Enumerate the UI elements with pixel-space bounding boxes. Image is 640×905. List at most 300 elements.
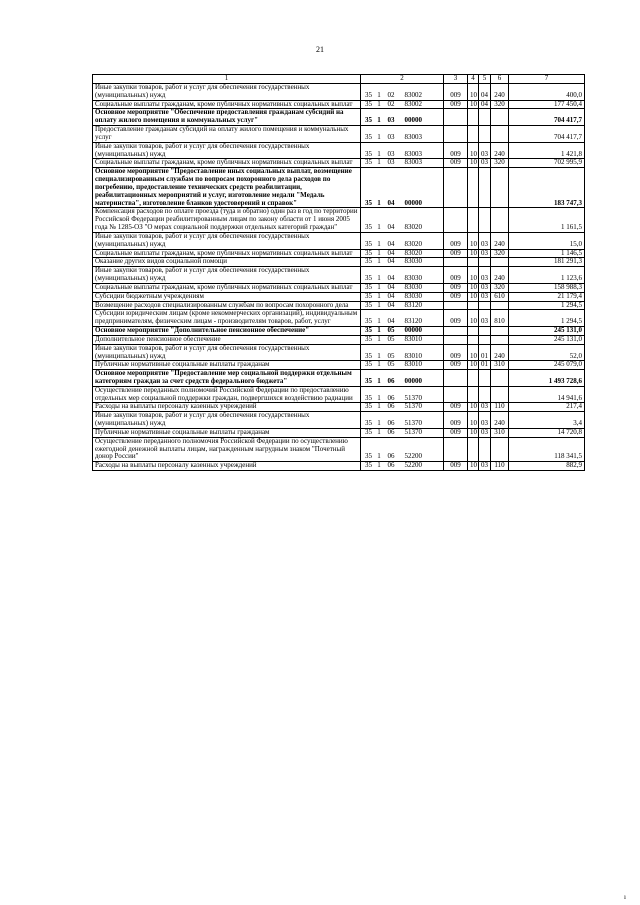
row-col-3: 009 bbox=[444, 361, 468, 370]
row-amount: 702 995,9 bbox=[509, 159, 585, 168]
row-col-6: 310 bbox=[491, 428, 509, 437]
row-col-3 bbox=[444, 109, 468, 126]
row-name: Возмещение расходов специализированным службам по вопросам похоронного дела bbox=[93, 301, 361, 310]
row-amount: 1 146,5 bbox=[509, 249, 585, 258]
table-row bbox=[93, 412, 585, 429]
code-subprogram: 1 bbox=[377, 452, 381, 461]
row-col-6 bbox=[491, 258, 509, 267]
row-amount: 15,0 bbox=[509, 232, 585, 249]
row-col-5 bbox=[479, 437, 491, 461]
code-subprogram: 1 bbox=[377, 116, 381, 125]
row-amount: 14 720,8 bbox=[509, 428, 585, 437]
code-program: 35 bbox=[365, 291, 372, 300]
row-col-6 bbox=[491, 370, 509, 387]
table-row bbox=[93, 437, 585, 461]
budget-table bbox=[92, 74, 585, 471]
row-col-5: 03 bbox=[479, 462, 491, 471]
row-target-code bbox=[361, 109, 444, 126]
code-program: 35 bbox=[365, 158, 372, 167]
row-name: Иные закупки товаров, работ и услуг для обеспечения государственных (муниципальных) нужд bbox=[93, 267, 361, 284]
row-amount: 183 747,3 bbox=[509, 168, 585, 208]
row-amount: 1 294,5 bbox=[509, 310, 585, 327]
code-program: 35 bbox=[365, 317, 372, 326]
code-direction: 83120 bbox=[404, 317, 422, 326]
row-col-3 bbox=[444, 370, 468, 387]
table-row bbox=[93, 462, 585, 471]
code-direction: 52200 bbox=[404, 461, 422, 470]
row-target-code bbox=[361, 208, 444, 232]
row-amount: 158 988,3 bbox=[509, 283, 585, 292]
code-measure: 02 bbox=[387, 99, 395, 108]
code-direction: 51370 bbox=[404, 402, 422, 411]
code-direction: 83020 bbox=[404, 248, 422, 257]
row-name: Основное мероприятие "Предоставление мер социальной поддержки отдельным категориям граждан за счет средств федерального бюджета" bbox=[93, 370, 361, 387]
code-measure: 04 bbox=[387, 198, 395, 207]
row-col-3: 009 bbox=[444, 100, 468, 109]
row-name: Иные закупки товаров, работ и услуг для обеспечения государственных (муниципальных) нужд bbox=[93, 344, 361, 361]
row-col-5: 03 bbox=[479, 142, 491, 159]
row-col-6: 320 bbox=[491, 159, 509, 168]
code-direction: 52200 bbox=[404, 452, 422, 461]
code-direction: 83030 bbox=[404, 291, 422, 300]
row-col-6: 240 bbox=[491, 84, 509, 101]
code-direction: 83020 bbox=[404, 239, 422, 248]
row-target-code bbox=[361, 403, 444, 412]
code-subprogram: 1 bbox=[377, 393, 381, 402]
row-col-3: 009 bbox=[444, 159, 468, 168]
code-direction: 83030 bbox=[404, 257, 422, 266]
table-row bbox=[93, 344, 585, 361]
row-col-3 bbox=[444, 301, 468, 310]
row-amount: 882,9 bbox=[509, 462, 585, 471]
row-target-code bbox=[361, 267, 444, 284]
row-col-6 bbox=[491, 301, 509, 310]
code-subprogram: 1 bbox=[377, 248, 381, 257]
code-direction: 83010 bbox=[404, 334, 422, 343]
row-target-code bbox=[361, 142, 444, 159]
code-measure: 05 bbox=[387, 334, 395, 343]
table-row bbox=[93, 310, 585, 327]
code-subprogram: 1 bbox=[377, 291, 381, 300]
row-name: Осуществление переданных полномочий Российской Федерации по предоставлению отдельных мер социальной поддержки граждан, подвергшихся воздействию радиации bbox=[93, 386, 361, 403]
code-program: 35 bbox=[365, 257, 372, 266]
row-col-6 bbox=[491, 208, 509, 232]
code-measure: 04 bbox=[387, 317, 395, 326]
code-measure: 05 bbox=[387, 360, 395, 369]
row-amount: 1 421,8 bbox=[509, 142, 585, 159]
code-program: 35 bbox=[365, 99, 372, 108]
row-col-5: 04 bbox=[479, 100, 491, 109]
row-col-5: 03 bbox=[479, 428, 491, 437]
row-col-6 bbox=[491, 386, 509, 403]
row-name: Социальные выплаты гражданам, кроме публичных нормативных социальных выплат bbox=[93, 100, 361, 109]
row-amount: 704 417,7 bbox=[509, 109, 585, 126]
row-col-3: 009 bbox=[444, 310, 468, 327]
row-target-code bbox=[361, 327, 444, 336]
code-subprogram: 1 bbox=[377, 149, 381, 158]
row-col-6: 320 bbox=[491, 283, 509, 292]
code-subprogram: 1 bbox=[377, 257, 381, 266]
row-col-5 bbox=[479, 208, 491, 232]
row-name: Предоставление гражданам субсидий на оплату жилого помещения и коммунальных услуг bbox=[93, 126, 361, 143]
code-direction: 00000 bbox=[404, 198, 422, 207]
row-col-5: 03 bbox=[479, 267, 491, 284]
row-target-code bbox=[361, 428, 444, 437]
code-subprogram: 1 bbox=[377, 461, 381, 470]
row-col-6 bbox=[491, 335, 509, 344]
row-target-code bbox=[361, 283, 444, 292]
code-measure: 06 bbox=[387, 419, 395, 428]
row-col-6: 110 bbox=[491, 462, 509, 471]
row-col-5: 01 bbox=[479, 361, 491, 370]
code-program: 35 bbox=[365, 461, 372, 470]
code-measure: 05 bbox=[387, 351, 395, 360]
row-target-code bbox=[361, 310, 444, 327]
row-name: Оказание других видов социальной помощи bbox=[93, 258, 361, 267]
code-measure: 06 bbox=[387, 461, 395, 470]
row-amount: 118 341,5 bbox=[509, 437, 585, 461]
row-target-code bbox=[361, 249, 444, 258]
code-direction: 83010 bbox=[404, 351, 422, 360]
row-col-4 bbox=[468, 327, 479, 336]
code-direction: 83003 bbox=[404, 158, 422, 167]
row-target-code bbox=[361, 344, 444, 361]
row-name: Публичные нормативные социальные выплаты гражданам bbox=[93, 428, 361, 437]
code-direction: 00000 bbox=[404, 116, 422, 125]
code-subprogram: 1 bbox=[377, 419, 381, 428]
row-col-6 bbox=[491, 437, 509, 461]
row-target-code bbox=[361, 370, 444, 387]
code-measure: 06 bbox=[387, 393, 395, 402]
code-subprogram: 1 bbox=[377, 427, 381, 436]
row-col-3 bbox=[444, 168, 468, 208]
code-direction: 00000 bbox=[404, 376, 422, 385]
row-amount: 3,4 bbox=[509, 412, 585, 429]
row-target-code bbox=[361, 386, 444, 403]
row-col-6: 320 bbox=[491, 249, 509, 258]
row-amount: 14 941,6 bbox=[509, 386, 585, 403]
row-col-4: 10 bbox=[468, 428, 479, 437]
code-measure: 06 bbox=[387, 402, 395, 411]
row-col-5 bbox=[479, 386, 491, 403]
row-amount: 21 179,4 bbox=[509, 292, 585, 301]
row-col-5: 03 bbox=[479, 412, 491, 429]
code-direction: 83003 bbox=[404, 149, 422, 158]
row-col-5: 03 bbox=[479, 232, 491, 249]
table-row bbox=[93, 283, 585, 292]
row-col-6: 310 bbox=[491, 361, 509, 370]
code-measure: 03 bbox=[387, 149, 395, 158]
table-row bbox=[93, 335, 585, 344]
row-col-3: 009 bbox=[444, 292, 468, 301]
row-name: Субсидии бюджетным учреждениям bbox=[93, 292, 361, 301]
code-program: 35 bbox=[365, 376, 372, 385]
table-row bbox=[93, 168, 585, 208]
row-col-5: 03 bbox=[479, 310, 491, 327]
row-col-4: 10 bbox=[468, 283, 479, 292]
row-name: Компенсация расходов по оплате проезда (туда и обратно) один раз в год по территории Российской Федерации реабилитированным лицам по закону области от 1 июня 2005 года № 1285-ОЗ "О мерах социальной поддержки отдельных категорий граждан" bbox=[93, 208, 361, 232]
row-col-3 bbox=[444, 437, 468, 461]
row-col-3 bbox=[444, 335, 468, 344]
code-direction: 51370 bbox=[404, 427, 422, 436]
code-measure: 04 bbox=[387, 239, 395, 248]
row-amount: 245 131,0 bbox=[509, 327, 585, 336]
row-col-3: 009 bbox=[444, 84, 468, 101]
code-measure: 04 bbox=[387, 248, 395, 257]
code-subprogram: 1 bbox=[377, 326, 381, 335]
row-col-4: 10 bbox=[468, 232, 479, 249]
row-col-5: 04 bbox=[479, 84, 491, 101]
row-name: Расходы на выплаты персоналу казенных учреждений bbox=[93, 462, 361, 471]
row-col-5 bbox=[479, 335, 491, 344]
row-col-5: 03 bbox=[479, 403, 491, 412]
code-measure: 06 bbox=[387, 452, 395, 461]
row-col-5: 03 bbox=[479, 159, 491, 168]
row-col-4: 10 bbox=[468, 310, 479, 327]
row-target-code bbox=[361, 462, 444, 471]
row-col-4 bbox=[468, 335, 479, 344]
row-name: Расходы на выплаты персоналу казенных учреждений bbox=[93, 403, 361, 412]
code-program: 35 bbox=[365, 223, 372, 232]
row-amount: 1 161,5 bbox=[509, 208, 585, 232]
row-name: Основное мероприятие "Обеспечение предоставления гражданам субсидий на оплату жилого помещения и коммунальных услуг" bbox=[93, 109, 361, 126]
code-subprogram: 1 bbox=[377, 99, 381, 108]
row-amount: 1 493 728,6 bbox=[509, 370, 585, 387]
row-col-3: 009 bbox=[444, 462, 468, 471]
row-col-4 bbox=[468, 301, 479, 310]
code-program: 35 bbox=[365, 393, 372, 402]
row-name: Осуществление переданного полномочия Российской Федерации по осуществлению ежегодной денежной выплаты лицам, награжденным нагрудным знаком "Почетный донор России" bbox=[93, 437, 361, 461]
row-name: Основное мероприятие "Предоставление иных социальных выплат, возмещение специализированным службам по вопросам похоронного дела расходов по погребению, предоставление технических средств реабилитации, реабилитационных мероприятий и услуг, изготовление медали "Медаль материнства", изготовление бланков удостоверений и справок" bbox=[93, 168, 361, 208]
row-amount: 181 291,3 bbox=[509, 258, 585, 267]
row-col-6: 610 bbox=[491, 292, 509, 301]
row-col-4: 10 bbox=[468, 344, 479, 361]
code-direction: 51370 bbox=[404, 393, 422, 402]
code-measure: 04 bbox=[387, 282, 395, 291]
header-col-5: 5 bbox=[479, 75, 491, 84]
code-direction: 83120 bbox=[404, 300, 422, 309]
row-col-4 bbox=[468, 370, 479, 387]
row-col-5 bbox=[479, 301, 491, 310]
row-col-5 bbox=[479, 327, 491, 336]
row-target-code bbox=[361, 232, 444, 249]
row-col-4: 10 bbox=[468, 267, 479, 284]
code-subprogram: 1 bbox=[377, 360, 381, 369]
code-program: 35 bbox=[365, 326, 372, 335]
code-direction: 83030 bbox=[404, 282, 422, 291]
row-amount: 177 450,4 bbox=[509, 100, 585, 109]
code-subprogram: 1 bbox=[377, 132, 381, 141]
code-direction: 00000 bbox=[404, 326, 422, 335]
row-col-4 bbox=[468, 126, 479, 143]
table-row bbox=[93, 126, 585, 143]
table-row bbox=[93, 370, 585, 387]
row-name: Социальные выплаты гражданам, кроме публичных нормативных социальных выплат bbox=[93, 159, 361, 168]
code-measure: 04 bbox=[387, 291, 395, 300]
code-direction: 83010 bbox=[404, 360, 422, 369]
row-col-6: 320 bbox=[491, 100, 509, 109]
row-col-3: 009 bbox=[444, 403, 468, 412]
row-amount: 245 079,0 bbox=[509, 361, 585, 370]
code-program: 35 bbox=[365, 419, 372, 428]
code-measure: 03 bbox=[387, 132, 395, 141]
row-col-6: 240 bbox=[491, 344, 509, 361]
row-col-6: 240 bbox=[491, 142, 509, 159]
code-program: 35 bbox=[365, 402, 372, 411]
row-col-3 bbox=[444, 386, 468, 403]
row-col-4 bbox=[468, 109, 479, 126]
row-col-5: 03 bbox=[479, 283, 491, 292]
row-col-6: 110 bbox=[491, 403, 509, 412]
row-col-5 bbox=[479, 168, 491, 208]
row-name: Публичные нормативные социальные выплаты гражданам bbox=[93, 361, 361, 370]
row-target-code bbox=[361, 258, 444, 267]
row-col-4: 10 bbox=[468, 361, 479, 370]
code-subprogram: 1 bbox=[377, 239, 381, 248]
row-amount: 1 123,6 bbox=[509, 267, 585, 284]
row-target-code bbox=[361, 126, 444, 143]
code-measure: 04 bbox=[387, 300, 395, 309]
code-subprogram: 1 bbox=[377, 376, 381, 385]
row-col-3: 009 bbox=[444, 232, 468, 249]
row-col-4: 10 bbox=[468, 159, 479, 168]
row-col-3 bbox=[444, 258, 468, 267]
row-col-4 bbox=[468, 258, 479, 267]
table-row bbox=[93, 428, 585, 437]
row-col-3: 009 bbox=[444, 428, 468, 437]
table-row bbox=[93, 109, 585, 126]
row-amount: 400,0 bbox=[509, 84, 585, 101]
row-col-5: 03 bbox=[479, 249, 491, 258]
row-col-6: 810 bbox=[491, 310, 509, 327]
table-row bbox=[93, 84, 585, 101]
code-program: 35 bbox=[365, 360, 372, 369]
table-body bbox=[93, 84, 585, 471]
code-direction: 83020 bbox=[404, 223, 422, 232]
row-col-4 bbox=[468, 168, 479, 208]
row-col-3: 009 bbox=[444, 412, 468, 429]
header-col-2: 2 bbox=[361, 75, 444, 84]
row-name: Дополнительное пенсионное обеспечение bbox=[93, 335, 361, 344]
row-col-4: 10 bbox=[468, 249, 479, 258]
row-name: Основное мероприятие "Дополнительное пенсионное обеспечение" bbox=[93, 327, 361, 336]
row-amount: 1 294,5 bbox=[509, 301, 585, 310]
code-measure: 03 bbox=[387, 116, 395, 125]
row-col-4: 10 bbox=[468, 100, 479, 109]
code-subprogram: 1 bbox=[377, 334, 381, 343]
row-col-4 bbox=[468, 437, 479, 461]
row-col-6: 240 bbox=[491, 267, 509, 284]
code-program: 35 bbox=[365, 239, 372, 248]
row-col-3 bbox=[444, 126, 468, 143]
row-target-code bbox=[361, 437, 444, 461]
row-amount: 52,0 bbox=[509, 344, 585, 361]
row-name: Иные закупки товаров, работ и услуг для обеспечения государственных (муниципальных) нужд bbox=[93, 232, 361, 249]
code-program: 35 bbox=[365, 452, 372, 461]
row-col-5 bbox=[479, 258, 491, 267]
row-name: Иные закупки товаров, работ и услуг для обеспечения государственных (муниципальных) нужд bbox=[93, 84, 361, 101]
header-col-4: 4 bbox=[468, 75, 479, 84]
row-col-5 bbox=[479, 126, 491, 143]
row-col-6 bbox=[491, 109, 509, 126]
code-direction: 83002 bbox=[404, 99, 422, 108]
row-col-3: 009 bbox=[444, 249, 468, 258]
table-row bbox=[93, 208, 585, 232]
row-amount: 217,4 bbox=[509, 403, 585, 412]
row-col-3 bbox=[444, 208, 468, 232]
code-measure: 05 bbox=[387, 326, 395, 335]
row-name: Социальные выплаты гражданам, кроме публичных нормативных социальных выплат bbox=[93, 249, 361, 258]
code-program: 35 bbox=[365, 282, 372, 291]
table-row bbox=[93, 267, 585, 284]
row-col-4: 10 bbox=[468, 462, 479, 471]
row-target-code bbox=[361, 335, 444, 344]
code-subprogram: 1 bbox=[377, 223, 381, 232]
code-direction: 83003 bbox=[404, 132, 422, 141]
row-col-3: 009 bbox=[444, 142, 468, 159]
row-col-6: 240 bbox=[491, 412, 509, 429]
code-measure: 02 bbox=[387, 90, 395, 99]
row-target-code bbox=[361, 292, 444, 301]
row-col-5: 03 bbox=[479, 292, 491, 301]
code-measure: 03 bbox=[387, 158, 395, 167]
row-col-4: 10 bbox=[468, 142, 479, 159]
row-col-5: 01 bbox=[479, 344, 491, 361]
code-subprogram: 1 bbox=[377, 282, 381, 291]
header-col-1: 1 bbox=[93, 75, 361, 84]
row-name: Социальные выплаты гражданам, кроме публичных нормативных социальных выплат bbox=[93, 283, 361, 292]
row-col-3 bbox=[444, 327, 468, 336]
code-program: 35 bbox=[365, 300, 372, 309]
code-direction: 83030 bbox=[404, 274, 422, 283]
code-program: 35 bbox=[365, 334, 372, 343]
row-col-4 bbox=[468, 386, 479, 403]
row-col-3: 009 bbox=[444, 283, 468, 292]
code-subprogram: 1 bbox=[377, 198, 381, 207]
code-subprogram: 1 bbox=[377, 158, 381, 167]
code-program: 35 bbox=[365, 427, 372, 436]
row-col-5 bbox=[479, 370, 491, 387]
row-amount: 704 417,7 bbox=[509, 126, 585, 143]
table-row bbox=[93, 142, 585, 159]
code-measure: 04 bbox=[387, 257, 395, 266]
code-program: 35 bbox=[365, 149, 372, 158]
row-target-code bbox=[361, 84, 444, 101]
code-subprogram: 1 bbox=[377, 351, 381, 360]
code-program: 35 bbox=[365, 90, 372, 99]
code-measure: 04 bbox=[387, 223, 395, 232]
code-program: 35 bbox=[365, 351, 372, 360]
code-measure: 06 bbox=[387, 376, 395, 385]
row-col-4: 10 bbox=[468, 84, 479, 101]
code-program: 35 bbox=[365, 248, 372, 257]
table-row bbox=[93, 232, 585, 249]
header-col-7: 7 bbox=[509, 75, 585, 84]
row-target-code bbox=[361, 159, 444, 168]
code-measure: 04 bbox=[387, 274, 395, 283]
code-subprogram: 1 bbox=[377, 274, 381, 283]
code-subprogram: 1 bbox=[377, 300, 381, 309]
row-col-3: 009 bbox=[444, 267, 468, 284]
row-target-code bbox=[361, 168, 444, 208]
code-program: 35 bbox=[365, 116, 372, 125]
row-col-6 bbox=[491, 126, 509, 143]
header-col-6: 6 bbox=[491, 75, 509, 84]
row-col-3: 009 bbox=[444, 344, 468, 361]
code-subprogram: 1 bbox=[377, 317, 381, 326]
row-col-6 bbox=[491, 168, 509, 208]
row-target-code bbox=[361, 361, 444, 370]
